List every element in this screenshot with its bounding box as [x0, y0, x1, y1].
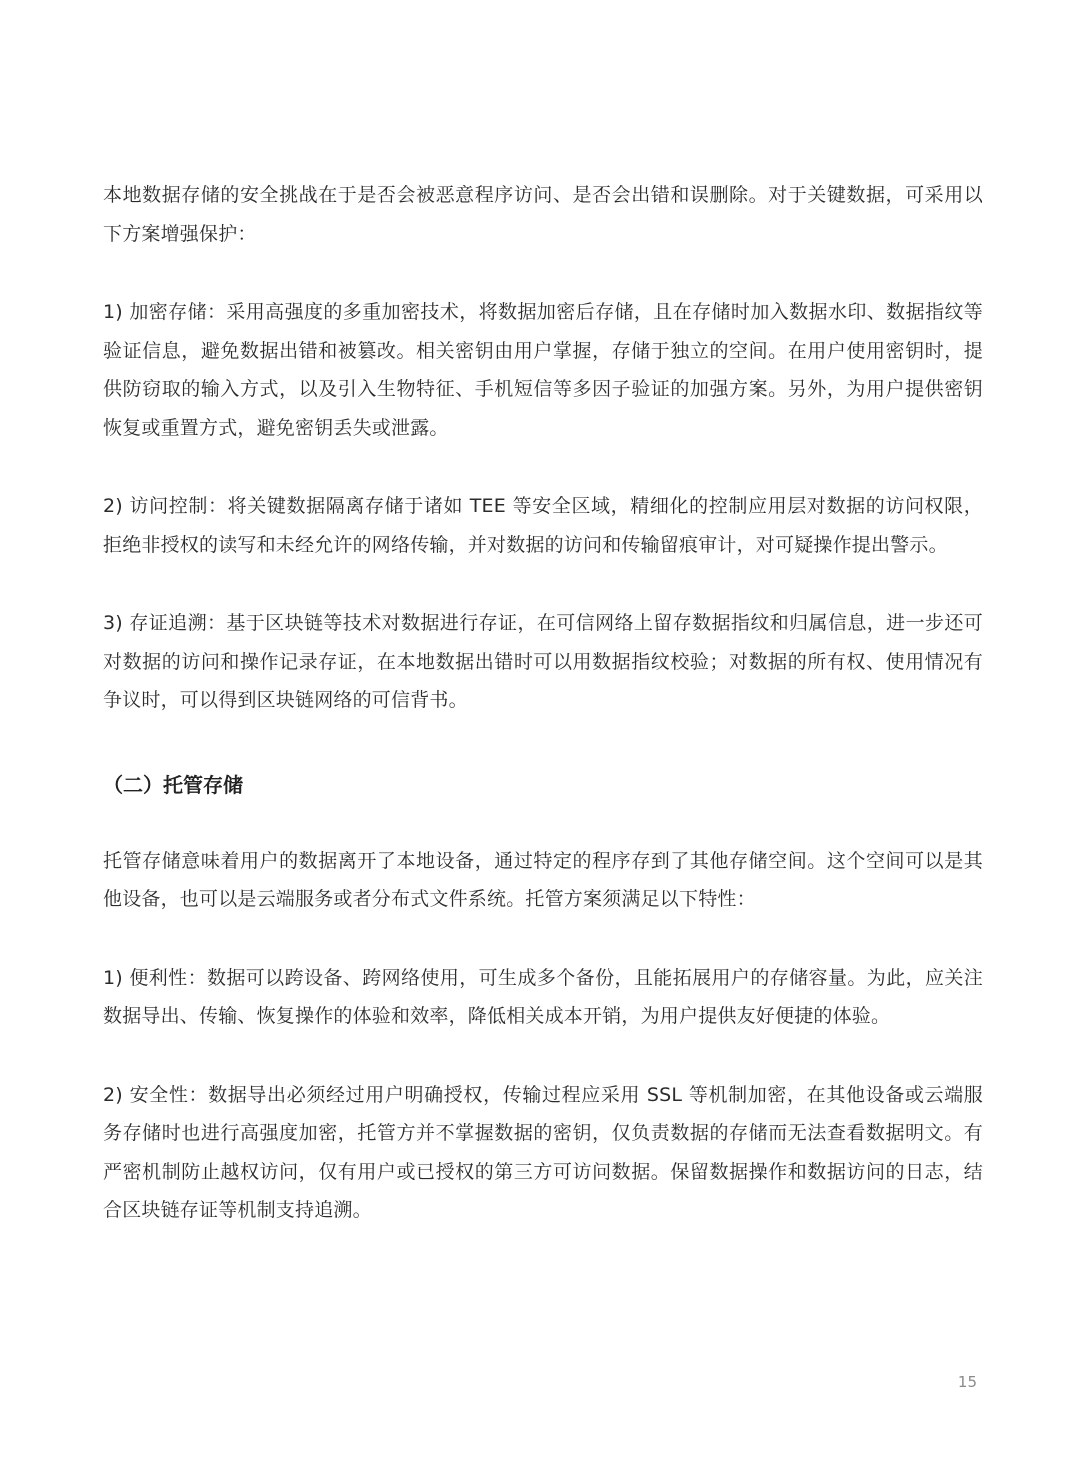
page-number: 15: [957, 1373, 977, 1391]
convenience-item: 1) 便利性：数据可以跨设备、跨网络使用，可生成多个备份，且能拓展用户的存储容量。为此，应关注数据导出、传输、恢复操作的体验和效率，降低相关成本开销，为用户提供友好便捷的体验。: [103, 966, 983, 1027]
access-control-item: 2) 访问控制：将关键数据隔离存储于诸如 TEE 等安全区域，精细化的控制应用层对数据的访问权限，拒绝非授权的读写和未经允许的网络传输，并对数据的访问和传输留痕审计，对可疑操作提出警示。: [103, 495, 983, 556]
section-heading-hosted-storage: （二）托管存储: [103, 772, 243, 797]
document-body: [103, 176, 983, 1230]
encrypted-storage-item: 1) 加密存储：采用高强度的多重加密技术，将数据加密后存储，且在存储时加入数据水印、数据指纹等验证信息，避免数据出错和被篡改。相关密钥由用户掌握，存储于独立的空间。在用户使用密钥时，提供防窃取的输入方式，以及引入生物特征、手机短信等多因子验证的加强方案。另外，为用户提供密钥恢复或重置方式，避免密钥丢失或泄露。: [103, 301, 983, 439]
local-storage-intro: 本地数据存储的安全挑战在于是否会被恶意程序访问、是否会出错和误删除。对于关键数据，可采用以下方案增强保护：: [103, 184, 983, 245]
hosted-storage-intro: 托管存储意味着用户的数据离开了本地设备，通过特定的程序存到了其他存储空间。这个空间可以是其他设备，也可以是云端服务或者分布式文件系统。托管方案须满足以下特性：: [103, 849, 983, 910]
traceability-item: 3) 存证追溯：基于区块链等技术对数据进行存证，在可信网络上留存数据指纹和归属信息，进一步还可对数据的访问和操作记录存证，在本地数据出错时可以用数据指纹校验；对数据的所有权、使用情况有争议时，可以得到区块链网络的可信背书。: [103, 612, 983, 711]
security-item: 2) 安全性：数据导出必须经过用户明确授权，传输过程应采用 SSL 等机制加密，在其他设备或云端服务存储时也进行高强度加密，托管方并不掌握数据的密钥，仅负责数据的存储而无法查看数据明文。有严密机制防止越权访问，仅有用户或已授权的第三方可访问数据。保留数据操作和数据访问的日志，结合区块链存证等机制支持追溯。: [103, 1083, 983, 1221]
